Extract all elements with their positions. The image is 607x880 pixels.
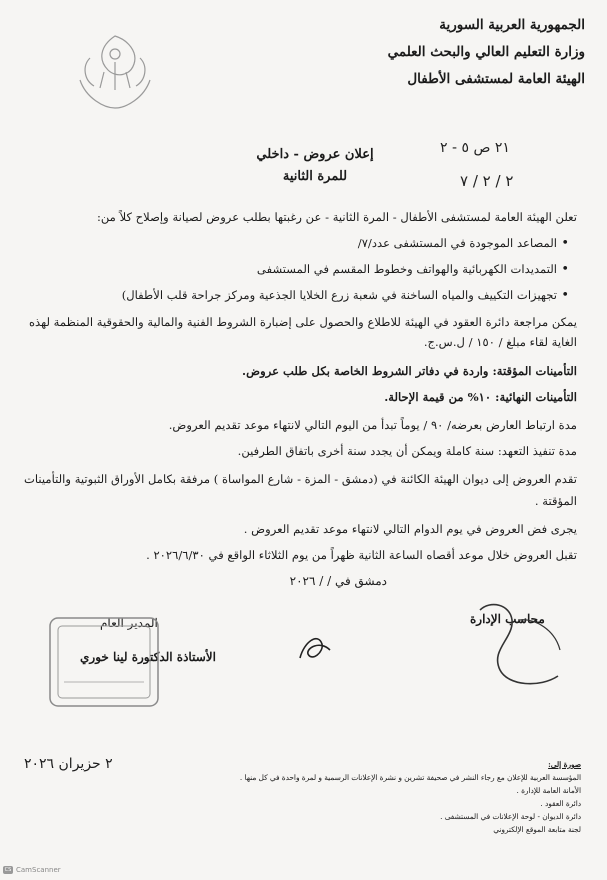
bullet-item: • المصاعد الموجودة في المستشفى عدد/٧/ xyxy=(20,236,557,251)
reference-date: ٢ / ٢ / ٧ xyxy=(460,172,514,190)
copy-recipient: المؤسسة العربية للإعلان مع رجاء النشر في صحيفة تشرين و نشرة الإعلانات الرسمية و لمرة واحدة في كل منها . xyxy=(239,773,581,782)
reference-number: ٢١ ص ٥ - ٢ xyxy=(440,140,510,156)
intro-text: تعلن الهيئة العامة لمستشفى الأطفال - المرة الثانية - عن رغبتها بطلب عروض لصيانة وإصلاح كلاً من: xyxy=(96,210,577,224)
director-title: المدير العام xyxy=(100,616,158,630)
announcement-title xyxy=(200,144,430,188)
submission-text: تقدم العروض إلى ديوان الهيئة الكائنة في (دمشق - المزة - شارع المواساة ) مرفقة بكامل الأوراق الثبوتية والتأمينات المؤقتة . xyxy=(23,472,577,508)
title-line-2: للمرة الثانية xyxy=(282,169,348,184)
temp-insurance-text: التأمينات المؤقتة: واردة في دفاتر الشروط الخاصة بكل طلب عروض. xyxy=(242,364,577,378)
hospital-logo-icon xyxy=(60,28,170,118)
admin-signature-icon xyxy=(460,590,580,700)
copies-list xyxy=(61,758,581,836)
deadline-text: تقبل العروض خلال موعد أقصاه الساعة الثانية ظهراً من يوم الثلاثاء الواقع في ٢٠٢٦/٦/٣٠ . xyxy=(146,548,577,562)
handwritten-note: ٢ حزيران ٢٠٢٦ xyxy=(24,756,113,772)
final-insurance-text: التأمينات النهائية: ١٠% من قيمة الإحالة. xyxy=(384,390,577,404)
header-ministry: وزارة التعليم العالي والبحث العلمي xyxy=(387,44,585,60)
letterhead xyxy=(388,12,585,93)
opening-text: يجرى فض العروض في يوم الدوام التالي لانتهاء موعد تقديم العروض . xyxy=(243,522,577,536)
copy-recipient: دائرة الديوان - لوحة الإعلانات في المستشفى . xyxy=(440,812,581,821)
header-authority: الهيئة العامة لمستشفى الأطفال xyxy=(407,71,585,87)
review-text: يمكن مراجعة دائرة العقود في الهيئة للاطلاع والحصول على إضبارة الشروط الفنية والمالية والحقوقية المنظمة لهذه الغاية لقاء مبلغ / ١٥٠ / ل.س.ج. xyxy=(28,315,577,349)
camscanner-icon: CS xyxy=(4,867,12,873)
date-line: دمشق في / / ٢٠٢٦ xyxy=(289,574,387,588)
header-country: الجمهورية العربية السورية xyxy=(439,17,585,33)
execution-text: مدة تنفيذ التعهد: سنة كاملة ويمكن أن يجدد سنة أخرى باتفاق الطرفين. xyxy=(237,444,577,458)
copy-recipient: دائرة العقود . xyxy=(540,799,581,808)
copy-recipient: الأمانة العامة للإدارة . xyxy=(516,786,581,795)
copies-caption: صورة إلى: xyxy=(548,760,581,769)
bullet-item: • تجهيزات التكييف والمياه الساخنة في شعبة زرع الخلايا الجذعية ومركز جراحة قلب الأطفال) xyxy=(20,288,557,303)
official-stamp-icon xyxy=(44,612,164,712)
copy-recipient: لجنة متابعة الموقع الإلكتروني xyxy=(493,825,581,834)
director-name: الأستاذة الدكتورة لينا خوري xyxy=(80,650,216,664)
title-line-1: إعلان عروض - داخلي xyxy=(256,147,374,162)
scanner-app-name: CamScanner xyxy=(16,866,61,874)
bid-validity-text: مدة ارتباط العارض بعرضه/ ٩٠ / يوماً تبدأ من اليوم التالي لانتهاء موعد تقديم العروض. xyxy=(168,418,577,432)
scanner-watermark xyxy=(3,866,61,874)
signature-icon xyxy=(290,622,340,672)
bullet-item: • التمديدات الكهربائية والهواتف وخطوط المقسم في المستشفى xyxy=(20,262,557,277)
admin-signature-label: محاسب الإدارة xyxy=(470,612,545,626)
announcement-body xyxy=(20,210,587,570)
